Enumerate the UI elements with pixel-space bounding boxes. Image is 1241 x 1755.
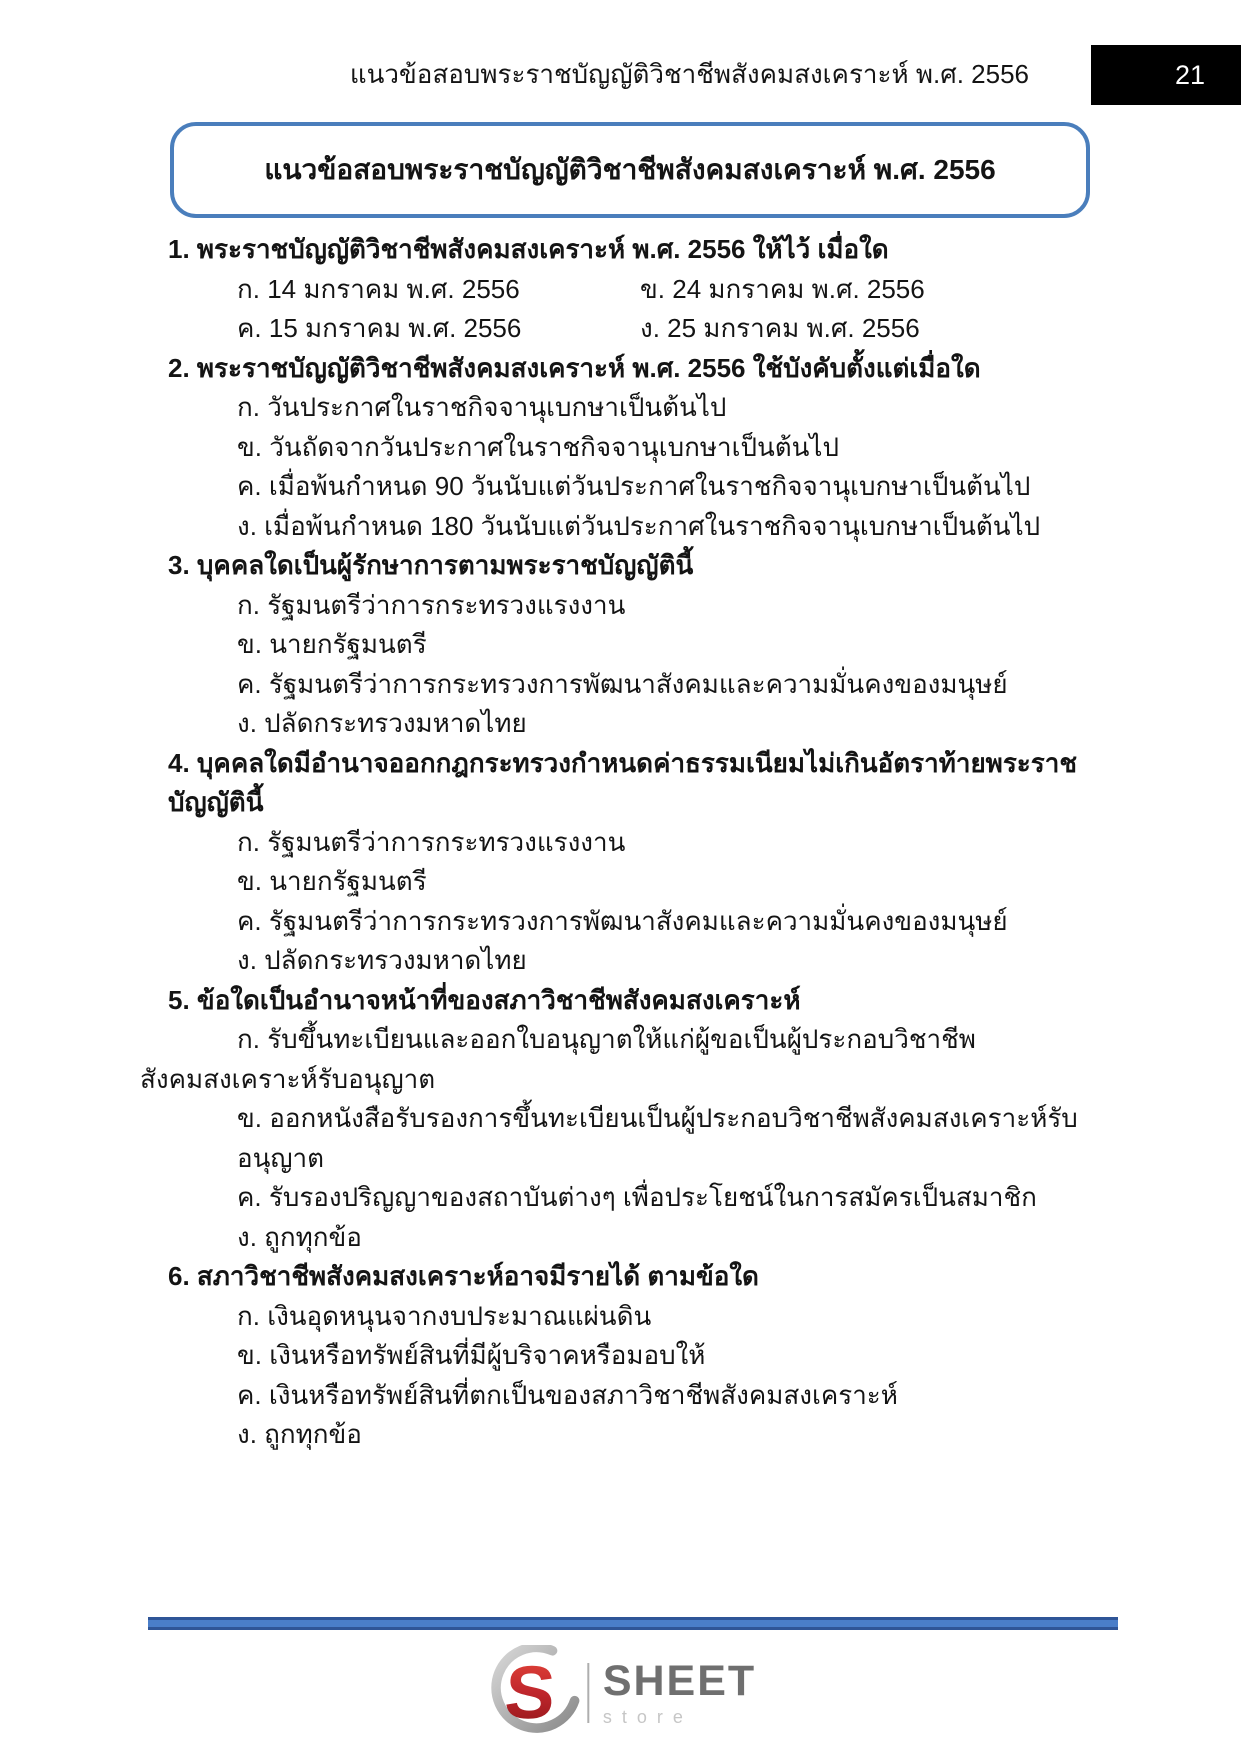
option-c: ค. เงินหรือทรัพย์สินที่ตกเป็นของสภาวิชาชีพสังคมสงเคราะห์ [237,1379,898,1410]
title-box [170,122,1090,218]
option-d: ง. ถูกทุกข้อ [237,1419,362,1449]
option-a: ก. รัฐมนตรีว่าการกระทรวงแรงงาน [237,589,626,620]
question-1-options-row-2 [140,309,1130,349]
question-text: พระราชบัญญัติวิชาชีพสังคมสงเคราะห์ พ.ศ. 2556 ให้ไว้ เมื่อใด [196,234,889,264]
question-2 [140,349,1130,389]
page-number-badge [1091,45,1241,105]
question-4 [140,744,1130,823]
svg-text:S: S [501,1650,558,1734]
option-b: ข. ออกหนังสือรับรองการขึ้นทะเบียนเป็นผู้ประกอบวิชาชีพสังคมสงเคราะห์รับอนุญาต [237,1103,1078,1173]
question-number: 5. [168,984,190,1015]
question-1-options-row-1 [140,270,1130,310]
question-number: 3. [168,550,190,580]
option-c: ค. เมื่อพ้นกำหนด 90 วันนับแต่วันประกาศในราชกิจจานุเบกษาเป็นต้นไป [237,471,1031,501]
brand-name: SHEET [602,1657,757,1705]
option-c: ค. รับรองปริญญาของสถาบันต่างๆ เพื่อประโยชน์ในการสมัครเป็นสมาชิก [237,1182,1037,1212]
question-number: 2. [168,352,190,383]
option-a: ก. 14 มกราคม พ.ศ. 2556 [237,273,520,304]
logo-divider [587,1663,589,1723]
option-a: ก. เงินอุดหนุนจากงบประมาณแผ่นดิน [237,1300,652,1331]
question-number: 1. [168,234,190,264]
option-c: ค. 15 มกราคม พ.ศ. 2556 [237,313,522,343]
option-d: ง. ปลัดกระทรวงมหาดไทย [237,708,527,738]
running-header-title: แนวข้อสอบพระราชบัญญัติวิชาชีพสังคมสงเคราะห์ พ.ศ. 2556 [349,59,1029,89]
sheet-store-icon [485,1645,581,1741]
footer-divider [148,1617,1118,1630]
page-number: 21 [1174,59,1206,90]
option-d: ง. เมื่อพ้นกำหนด 180 วันนับแต่วันประกาศในราชกิจจานุเบกษาเป็นต้นไป [237,510,1041,541]
option-a: ก. รัฐมนตรีว่าการกระทรวงแรงงาน [237,826,626,857]
option-b: ข. นายกรัฐมนตรี [237,629,427,659]
question-3 [140,546,1130,586]
question-text: ข้อใดเป็นอำนาจหน้าที่ของสภาวิชาชีพสังคมสงเคราะห์ [196,984,801,1015]
option-b: ข. วันถัดจากวันประกาศในราชกิจจานุเบกษาเป็นต้นไป [237,431,839,462]
question-text: บุคคลใดเป็นผู้รักษาการตามพระราชบัญญัตินี้ [196,550,694,580]
question-text: บุคคลใดมีอำนาจออกกฎกระทรวงกำหนดค่าธรรมเนียมไม่เกินอัตราท้ายพระราชบัญญัตินี้ [168,747,1077,817]
option-b: ข. 24 มกราคม พ.ศ. 2556 [640,273,925,304]
question-text: สภาวิชาชีพสังคมสงเคราะห์อาจมีรายได้ ตามข้อใด [196,1261,759,1291]
option-d: ง. 25 มกราคม พ.ศ. 2556 [640,313,920,343]
option-c: ค. รัฐมนตรีว่าการกระทรวงการพัฒนาสังคมและความมั่นคงของมนุษย์ [237,905,1008,936]
page-title: แนวข้อสอบพระราชบัญญัติวิชาชีพสังคมสงเคราะห์ พ.ศ. 2556 [264,154,996,185]
question-number: 4. [168,747,190,778]
question-text: พระราชบัญญัติวิชาชีพสังคมสงเคราะห์ พ.ศ. 2556 ใช้บังคับตั้งแต่เมื่อใด [196,352,981,383]
option-d: ง. ปลัดกระทรวงมหาดไทย [237,945,527,975]
question-1 [140,230,1130,270]
option-b: ข. นายกรัฐมนตรี [237,866,427,896]
option-b: ข. เงินหรือทรัพย์สินที่มีผู้บริจาคหรือมอบให้ [237,1340,706,1370]
question-5 [140,981,1130,1021]
option-a: ก. วันประกาศในราชกิจจานุเบกษาเป็นต้นไป [237,392,727,422]
question-6 [140,1257,1130,1297]
option-c: ค. รัฐมนตรีว่าการกระทรวงการพัฒนาสังคมและความมั่นคงของมนุษย์ [237,668,1008,699]
question-number: 6. [168,1261,190,1291]
sheet-store-logo [485,1645,756,1741]
option-a: ก. รับขึ้นทะเบียนและออกใบอนุญาตให้แก่ผู้ขอเป็นผู้ประกอบวิชาชีพสังคมสงเคราะห์รับอนุญาต [140,1024,976,1094]
brand-subtitle: store [602,1707,693,1727]
question-list [140,230,1130,1455]
option-d: ง. ถูกทุกข้อ [237,1221,362,1252]
